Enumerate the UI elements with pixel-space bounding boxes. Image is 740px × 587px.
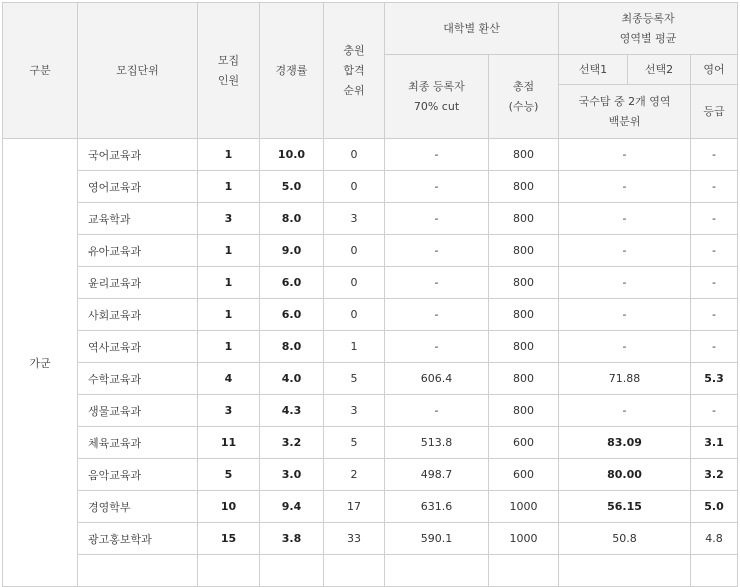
- table-row: [3, 363, 738, 395]
- rank-cell: 5: [324, 427, 385, 459]
- admission-results-table: [2, 2, 738, 587]
- average-percentile-cell: 80.00: [559, 459, 691, 491]
- cut70-cell: -: [385, 331, 489, 363]
- ratio-cell: 4.3: [260, 395, 324, 427]
- average-percentile-cell: 56.15: [559, 491, 691, 523]
- table-row: [3, 427, 738, 459]
- cut70-cell: -: [385, 267, 489, 299]
- header-univ-conversion: 대학별 환산: [385, 3, 559, 55]
- header-grade: 등급: [691, 85, 738, 139]
- average-percentile-cell: -: [559, 235, 691, 267]
- quota-cell: 15: [198, 523, 260, 555]
- total-cell: 600: [489, 459, 559, 491]
- english-grade-cell: -: [691, 235, 738, 267]
- ratio-cell: 5.0: [260, 171, 324, 203]
- quota-cell: 1: [198, 235, 260, 267]
- header-cut70: 최종 등록자 70% cut: [385, 55, 489, 139]
- cut70-cell: -: [385, 171, 489, 203]
- unit-cell: 역사교육과: [78, 331, 198, 363]
- rank-cell: 0: [324, 267, 385, 299]
- unit-cell: 광고홍보학과: [78, 523, 198, 555]
- unit-cell: 경영학부: [78, 491, 198, 523]
- empty-cell: [324, 555, 385, 587]
- rank-cell: 2: [324, 459, 385, 491]
- average-percentile-cell: 71.88: [559, 363, 691, 395]
- total-cell: 800: [489, 363, 559, 395]
- average-percentile-cell: -: [559, 203, 691, 235]
- unit-cell: 음악교육과: [78, 459, 198, 491]
- cut70-cell: -: [385, 203, 489, 235]
- ratio-cell: 8.0: [260, 331, 324, 363]
- rank-cell: 0: [324, 235, 385, 267]
- header-select1: 선택1: [559, 55, 628, 85]
- empty-cell: [559, 555, 691, 587]
- english-grade-cell: -: [691, 299, 738, 331]
- header-kuktam-percentile: 국수탐 중 2개 영역 백분위: [559, 85, 691, 139]
- ratio-cell: 3.0: [260, 459, 324, 491]
- quota-cell: 1: [198, 299, 260, 331]
- average-percentile-cell: -: [559, 331, 691, 363]
- cut70-cell: 498.7: [385, 459, 489, 491]
- group-label: 가군: [3, 139, 78, 587]
- unit-cell: 생물교육과: [78, 395, 198, 427]
- table-row: [3, 139, 738, 171]
- quota-cell: 5: [198, 459, 260, 491]
- english-grade-cell: -: [691, 267, 738, 299]
- table-header: [3, 3, 738, 139]
- ratio-cell: 8.0: [260, 203, 324, 235]
- ratio-cell: 3.8: [260, 523, 324, 555]
- cut70-cell: 631.6: [385, 491, 489, 523]
- english-grade-cell: -: [691, 203, 738, 235]
- unit-cell: 체육교육과: [78, 427, 198, 459]
- average-percentile-cell: -: [559, 267, 691, 299]
- table-row: [3, 331, 738, 363]
- unit-cell: 교육학과: [78, 203, 198, 235]
- english-grade-cell: 3.1: [691, 427, 738, 459]
- total-cell: 800: [489, 267, 559, 299]
- quota-cell: 4: [198, 363, 260, 395]
- ratio-cell: 6.0: [260, 267, 324, 299]
- quota-cell: 3: [198, 203, 260, 235]
- ratio-cell: 3.2: [260, 427, 324, 459]
- header-ratio: 경쟁률: [260, 3, 324, 139]
- empty-cell: [198, 555, 260, 587]
- header-select2: 선택2: [628, 55, 691, 85]
- rank-cell: 0: [324, 171, 385, 203]
- quota-cell: 1: [198, 267, 260, 299]
- header-english: 영어: [691, 55, 738, 85]
- quota-cell: 1: [198, 331, 260, 363]
- empty-cell: [691, 555, 738, 587]
- cut70-cell: -: [385, 139, 489, 171]
- cut70-cell: -: [385, 299, 489, 331]
- empty-cell: [489, 555, 559, 587]
- unit-cell: 유아교육과: [78, 235, 198, 267]
- ratio-cell: 9.4: [260, 491, 324, 523]
- header-quota: 모집 인원: [198, 3, 260, 139]
- total-cell: 800: [489, 139, 559, 171]
- ratio-cell: 6.0: [260, 299, 324, 331]
- rank-cell: 0: [324, 299, 385, 331]
- total-cell: 800: [489, 171, 559, 203]
- average-percentile-cell: -: [559, 395, 691, 427]
- total-cell: 800: [489, 235, 559, 267]
- table-row: [3, 267, 738, 299]
- rank-cell: 3: [324, 203, 385, 235]
- unit-cell: 국어교육과: [78, 139, 198, 171]
- table-row: [3, 203, 738, 235]
- average-percentile-cell: 83.09: [559, 427, 691, 459]
- empty-cell: [385, 555, 489, 587]
- english-grade-cell: 5.0: [691, 491, 738, 523]
- table-row-partial: [3, 555, 738, 587]
- quota-cell: 11: [198, 427, 260, 459]
- english-grade-cell: 4.8: [691, 523, 738, 555]
- total-cell: 800: [489, 203, 559, 235]
- english-grade-cell: 5.3: [691, 363, 738, 395]
- average-percentile-cell: -: [559, 171, 691, 203]
- ratio-cell: 4.0: [260, 363, 324, 395]
- table-body: [3, 139, 738, 587]
- table-row: [3, 235, 738, 267]
- rank-cell: 1: [324, 331, 385, 363]
- total-cell: 800: [489, 331, 559, 363]
- english-grade-cell: -: [691, 139, 738, 171]
- rank-cell: 5: [324, 363, 385, 395]
- header-unit: 모집단위: [78, 3, 198, 139]
- total-cell: 600: [489, 427, 559, 459]
- unit-cell: 윤리교육과: [78, 267, 198, 299]
- cut70-cell: -: [385, 395, 489, 427]
- quota-cell: 10: [198, 491, 260, 523]
- total-cell: 800: [489, 395, 559, 427]
- ratio-cell: 10.0: [260, 139, 324, 171]
- rank-cell: 33: [324, 523, 385, 555]
- empty-cell: [78, 555, 198, 587]
- cut70-cell: -: [385, 235, 489, 267]
- average-percentile-cell: -: [559, 299, 691, 331]
- table-row: [3, 459, 738, 491]
- table-row: [3, 491, 738, 523]
- rank-cell: 17: [324, 491, 385, 523]
- unit-cell: 영어교육과: [78, 171, 198, 203]
- average-percentile-cell: -: [559, 139, 691, 171]
- total-cell: 800: [489, 299, 559, 331]
- english-grade-cell: -: [691, 331, 738, 363]
- cut70-cell: 606.4: [385, 363, 489, 395]
- table-row: [3, 395, 738, 427]
- table-row: [3, 299, 738, 331]
- table-row: [3, 523, 738, 555]
- english-grade-cell: 3.2: [691, 459, 738, 491]
- unit-cell: 사회교육과: [78, 299, 198, 331]
- cut70-cell: 590.1: [385, 523, 489, 555]
- rank-cell: 3: [324, 395, 385, 427]
- cut70-cell: 513.8: [385, 427, 489, 459]
- table-row: [3, 171, 738, 203]
- header-rank: 충원 합격 순위: [324, 3, 385, 139]
- header-total: 총점 (수능): [489, 55, 559, 139]
- quota-cell: 3: [198, 395, 260, 427]
- total-cell: 1000: [489, 523, 559, 555]
- english-grade-cell: -: [691, 395, 738, 427]
- total-cell: 1000: [489, 491, 559, 523]
- quota-cell: 1: [198, 139, 260, 171]
- english-grade-cell: -: [691, 171, 738, 203]
- average-percentile-cell: 50.8: [559, 523, 691, 555]
- ratio-cell: 9.0: [260, 235, 324, 267]
- header-final-average: 최종등록자 영역별 평균: [559, 3, 738, 55]
- header-category: 구분: [3, 3, 78, 139]
- rank-cell: 0: [324, 139, 385, 171]
- unit-cell: 수학교육과: [78, 363, 198, 395]
- empty-cell: [260, 555, 324, 587]
- quota-cell: 1: [198, 171, 260, 203]
